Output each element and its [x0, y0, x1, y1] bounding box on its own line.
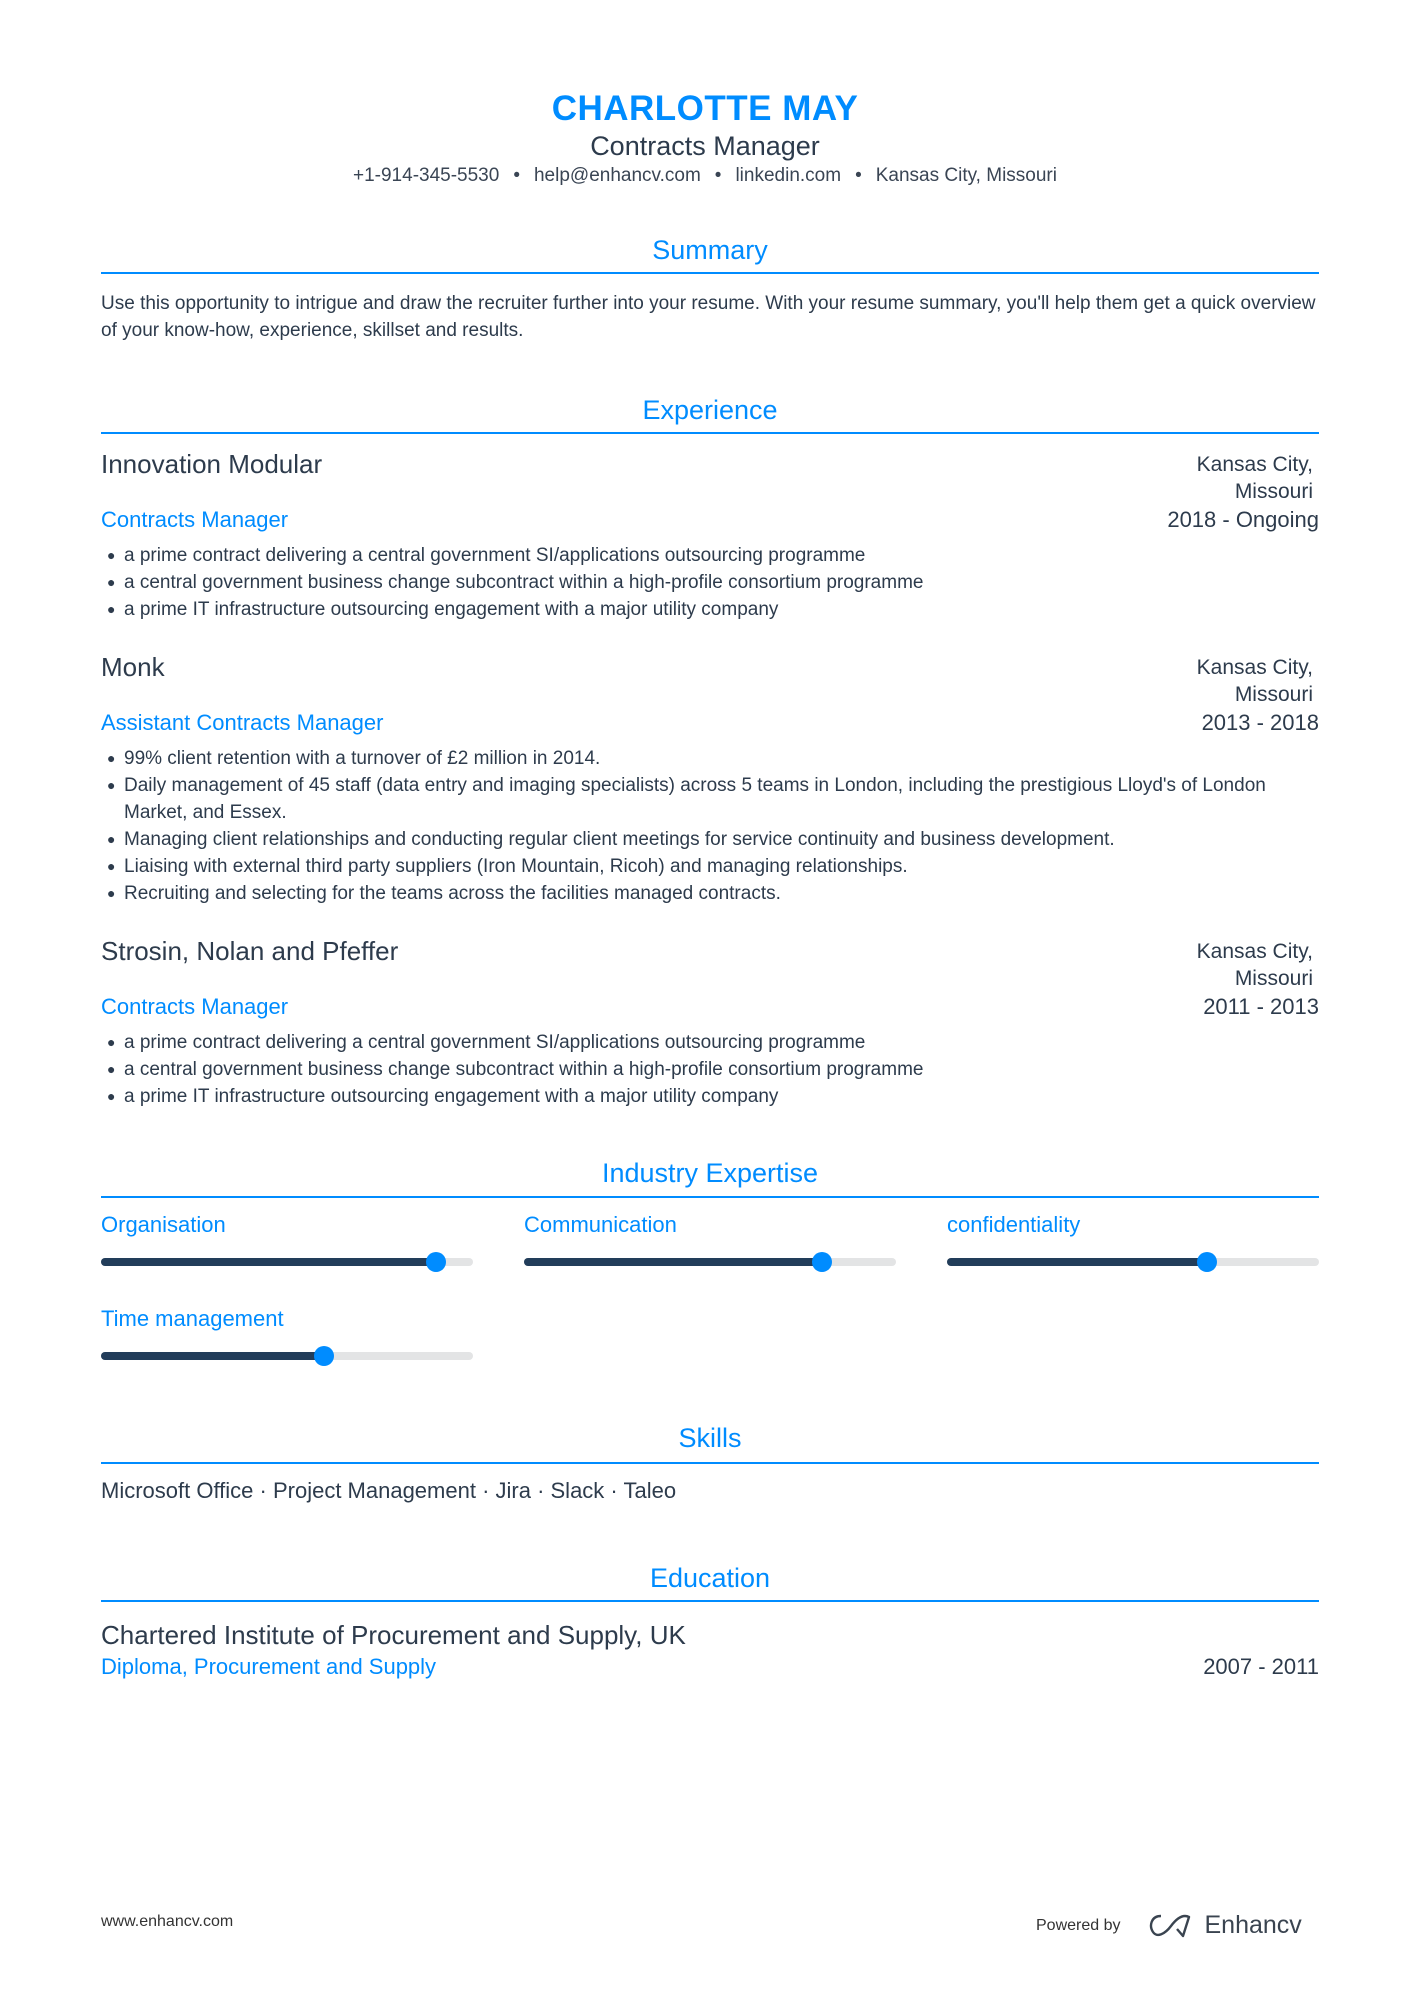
entry-location: Kansas City, Missouri: [1196, 656, 1313, 706]
divider: [101, 432, 1319, 434]
bullet-text: a prime contract delivering a central government SI/applications outsourcing programme: [124, 1032, 866, 1053]
entry-header: [101, 938, 1319, 1029]
bullet-item: [101, 569, 1319, 596]
enhancv-logo-icon: [1147, 1913, 1195, 1939]
experience-list: [101, 451, 1319, 1110]
expertise-level-fill: [947, 1258, 1207, 1266]
summary-heading: Summary: [652, 235, 768, 265]
bullet-item: [101, 772, 1319, 826]
skills-text: Microsoft Office · Project Management · Jira · Slack · Taleo: [101, 1478, 677, 1503]
bullet-icon: ●: [107, 777, 116, 793]
bullet-item: [101, 745, 1319, 772]
candidate-name: CHARLOTTE MAY: [551, 89, 859, 128]
separator: •: [855, 165, 862, 186]
expertise-heading: Industry Expertise: [601, 1158, 819, 1188]
bullet-item: [101, 1056, 1319, 1083]
experience-entry: [101, 451, 1319, 623]
bullet-item: [101, 853, 1319, 880]
education-degree: Diploma, Procurement and Supply: [101, 1654, 437, 1679]
entry-location: Kansas City, Missouri: [1196, 453, 1313, 503]
education-institution: Chartered Institute of Procurement and Supply, UK: [101, 1620, 686, 1650]
bullet-icon: ●: [107, 1088, 116, 1104]
bullet-text: 99% client retention with a turnover of £2 million in 2014.: [124, 748, 601, 769]
bullet-item: [101, 880, 1319, 907]
bullet-icon: ●: [107, 1034, 116, 1050]
divider: [101, 1600, 1319, 1602]
expertise-item: [524, 1211, 896, 1266]
expertise-level-thumb: [314, 1346, 334, 1366]
bullet-list: [101, 745, 1319, 907]
bullet-item: [101, 826, 1319, 853]
expertise-level-bar: [101, 1258, 473, 1266]
skills-heading: Skills: [678, 1423, 742, 1453]
bullet-item: [101, 596, 1319, 623]
bullet-icon: ●: [107, 1061, 116, 1077]
bullet-icon: ●: [107, 750, 116, 766]
expertise-item: [101, 1211, 473, 1266]
candidate-title: Contracts Manager: [590, 131, 820, 161]
company-name: Monk: [101, 652, 165, 682]
bullet-icon: ●: [107, 885, 116, 901]
bullet-text: Daily management of 45 staff (data entry and imaging specialists) across 5 teams in London, including the prestigious Lloyd's of London Market, and Essex.: [124, 775, 1266, 823]
expertise-label: Organisation: [101, 1212, 226, 1237]
expertise-level-thumb: [426, 1252, 446, 1272]
phone: +1-914-345-5530: [353, 165, 500, 186]
bullet-text: a central government business change subcontract within a high-profile consortium programme: [124, 572, 924, 593]
bullet-icon: ●: [107, 858, 116, 874]
expertise-level-bar: [947, 1258, 1319, 1266]
expertise-level-fill: [101, 1258, 436, 1266]
bullet-text: a central government business change subcontract within a high-profile consortium programme: [124, 1059, 924, 1080]
company-name: Innovation Modular: [101, 449, 323, 479]
expertise-item: [947, 1211, 1319, 1266]
separator: •: [513, 165, 520, 186]
bullet-list: [101, 1029, 1319, 1110]
bullet-text: a prime IT infrastructure outsourcing engagement with a major utility company: [124, 1086, 779, 1107]
education-dates: 2007 - 2011: [1203, 1654, 1319, 1679]
bullet-text: Recruiting and selecting for the teams across the facilities managed contracts.: [124, 883, 781, 904]
experience-entry: [101, 654, 1319, 907]
expertise-item: [101, 1305, 473, 1360]
entry-location: Kansas City, Missouri: [1196, 940, 1313, 990]
company-name: Strosin, Nolan and Pfeffer: [101, 936, 399, 966]
contact-line: [0, 164, 1410, 188]
divider: [101, 272, 1319, 274]
bullet-list: [101, 542, 1319, 623]
email-link[interactable]: help@enhancv.com: [533, 165, 701, 186]
entry-header: [101, 451, 1319, 542]
divider: [101, 1196, 1319, 1198]
bullet-item: [101, 1029, 1319, 1056]
expertise-label: confidentiality: [947, 1212, 1081, 1237]
expertise-level-bar: [101, 1352, 473, 1360]
entry-dates: 2011 - 2013: [1203, 994, 1319, 1019]
bullet-text: a prime IT infrastructure outsourcing engagement with a major utility company: [124, 599, 779, 620]
expertise-level-thumb: [812, 1252, 832, 1272]
linkedin-link[interactable]: linkedin.com: [735, 165, 842, 186]
divider: [101, 1462, 1319, 1464]
bullet-icon: ●: [107, 547, 116, 563]
bullet-text: Liaising with external third party suppliers (Iron Mountain, Ricoh) and managing relationships.: [124, 856, 908, 877]
separator: •: [714, 165, 722, 186]
job-role: Assistant Contracts Manager: [101, 710, 384, 735]
entry-header: [101, 654, 1319, 745]
summary-text: Use this opportunity to intrigue and draw the recruiter further into your resume. With your resume summary, you'll help them get a quick overview of your know-how, experience, skillset and results.: [101, 293, 1316, 341]
bullet-icon: ●: [107, 574, 116, 590]
job-role: Contracts Manager: [101, 994, 289, 1019]
education-heading: Education: [649, 1563, 771, 1593]
enhancv-brand: Enhancv: [1204, 1911, 1302, 1939]
expertise-level-fill: [524, 1258, 822, 1266]
experience-entry: [101, 938, 1319, 1110]
expertise-label: Communication: [524, 1212, 677, 1237]
bullet-item: [101, 1083, 1319, 1110]
job-role: Contracts Manager: [101, 507, 289, 532]
expertise-level-bar: [524, 1258, 896, 1266]
bullet-icon: ●: [107, 831, 116, 847]
bullet-item: [101, 542, 1319, 569]
expertise-level-fill: [101, 1352, 324, 1360]
expertise-level-thumb: [1197, 1252, 1217, 1272]
experience-heading: Experience: [642, 395, 778, 425]
location: Kansas City, Missouri: [875, 165, 1057, 186]
bullet-text: a prime contract delivering a central government SI/applications outsourcing programme: [124, 545, 866, 566]
entry-dates: 2013 - 2018: [1201, 710, 1319, 735]
entry-dates: 2018 - Ongoing: [1167, 507, 1319, 532]
expertise-label: Time management: [101, 1306, 284, 1331]
powered-by: [1036, 1911, 1302, 1940]
powered-by-label: Powered by: [1036, 1916, 1121, 1934]
bullet-text: Managing client relationships and conducting regular client meetings for service continuity and business development.: [124, 829, 1115, 850]
footer-website[interactable]: www.enhancv.com: [101, 1913, 234, 1930]
bullet-icon: ●: [107, 601, 116, 617]
